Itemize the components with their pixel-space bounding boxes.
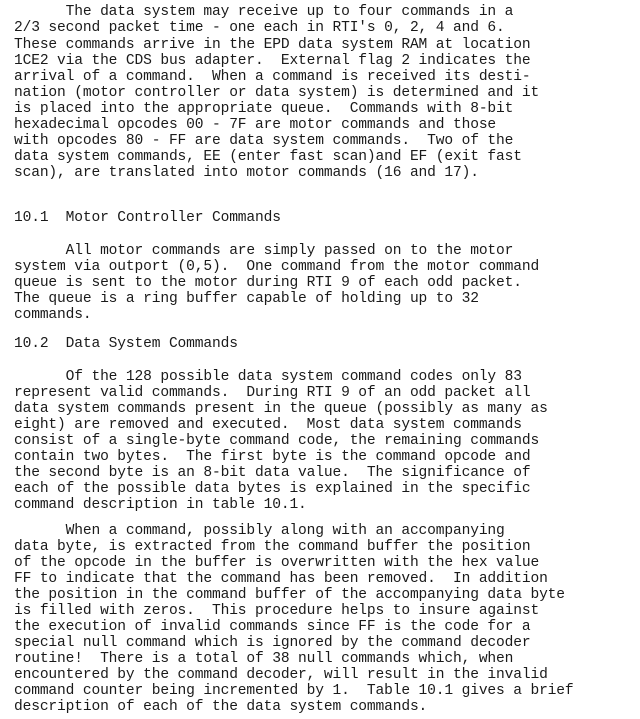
section-10-2-p1-line-4: eight) are removed and executed. Most data system commands: [14, 417, 522, 433]
section-10-1-line-4: The queue is a ring buffer capable of holding up to 32: [14, 291, 479, 307]
section-10-2-p1-line-9: command description in table 10.1.: [14, 497, 307, 513]
section-10-2-p2-line-6: is filled with zeros. This procedure helps to insure against: [14, 603, 540, 619]
paragraph-1-line-2: 2/3 second packet time - one each in RTI's 0, 2, 4 and 6.: [14, 20, 505, 36]
paragraph-1-line-11: scan), are translated into motor commands (16 and 17).: [14, 165, 479, 181]
section-10-2-p2-line-9: routine! There is a total of 38 null commands which, when: [14, 651, 514, 667]
paragraph-1-line-4: 1CE2 via the CDS bus adapter. External flag 2 indicates the: [14, 53, 531, 69]
section-10-1-heading: 10.1 Motor Controller Commands: [14, 210, 281, 226]
section-10-2-p1-line-8: each of the possible data bytes is explained in the specific: [14, 481, 531, 497]
section-10-2-p2-line-2: data byte, is extracted from the command buffer the position: [14, 539, 531, 555]
paragraph-1-line-7: is placed into the appropriate queue. Commands with 8-bit: [14, 101, 514, 117]
paragraph-1-line-5: arrival of a command. When a command is received its desti-: [14, 69, 531, 85]
paragraph-1-line-1: The data system may receive up to four commands in a: [14, 4, 514, 20]
paragraph-1-line-9: with opcodes 80 - FF are data system commands. Two of the: [14, 133, 514, 149]
section-10-2-p1-line-6: contain two bytes. The first byte is the command opcode and: [14, 449, 531, 465]
section-10-1-line-5: commands.: [14, 307, 92, 323]
paragraph-1-line-10: data system commands, EE (enter fast scan)and EF (exit fast: [14, 149, 522, 165]
section-10-2-p1-line-1: Of the 128 possible data system command codes only 83: [14, 369, 522, 385]
paragraph-1-line-6: nation (motor controller or data system) is determined and it: [14, 85, 540, 101]
paragraph-1-line-8: hexadecimal opcodes 00 - 7F are motor commands and those: [14, 117, 497, 133]
section-10-2-p1-line-3: data system commands present in the queue (possibly as many as: [14, 401, 548, 417]
section-10-2-p1-line-7: the second byte is an 8-bit data value. The significance of: [14, 465, 531, 481]
section-10-1-line-3: queue is sent to the motor during RTI 9 of each odd packet.: [14, 275, 522, 291]
section-10-2-p2-line-12: description of each of the data system commands.: [14, 699, 428, 715]
section-10-2-p2-line-11: command counter being incremented by 1. Table 10.1 gives a brief: [14, 683, 574, 699]
section-10-2-heading: 10.2 Data System Commands: [14, 336, 238, 352]
section-10-2-p2-line-8: special null command which is ignored by the command decoder: [14, 635, 531, 651]
section-10-2-p2-line-5: the position in the command buffer of the accompanying data byte: [14, 587, 565, 603]
section-10-2-p1-line-5: consist of a single-byte command code, the remaining commands: [14, 433, 540, 449]
section-10-2-p2-line-7: the execution of invalid commands since FF is the code for a: [14, 619, 531, 635]
section-10-2-p2-line-1: When a command, possibly along with an accompanying: [14, 523, 505, 539]
section-10-2-p2-line-3: of the opcode in the buffer is overwritten with the hex value: [14, 555, 540, 571]
section-10-2-p2-line-4: FF to indicate that the command has been removed. In addition: [14, 571, 548, 587]
section-10-2-p2-line-10: encountered by the command decoder, will result in the invalid: [14, 667, 548, 683]
section-10-2-p1-line-2: represent valid commands. During RTI 9 of an odd packet all: [14, 385, 531, 401]
paragraph-1-line-3: These commands arrive in the EPD data system RAM at location: [14, 37, 531, 53]
section-10-1-line-1: All motor commands are simply passed on to the motor: [14, 243, 514, 259]
section-10-1-line-2: system via outport (0,5). One command from the motor command: [14, 259, 540, 275]
